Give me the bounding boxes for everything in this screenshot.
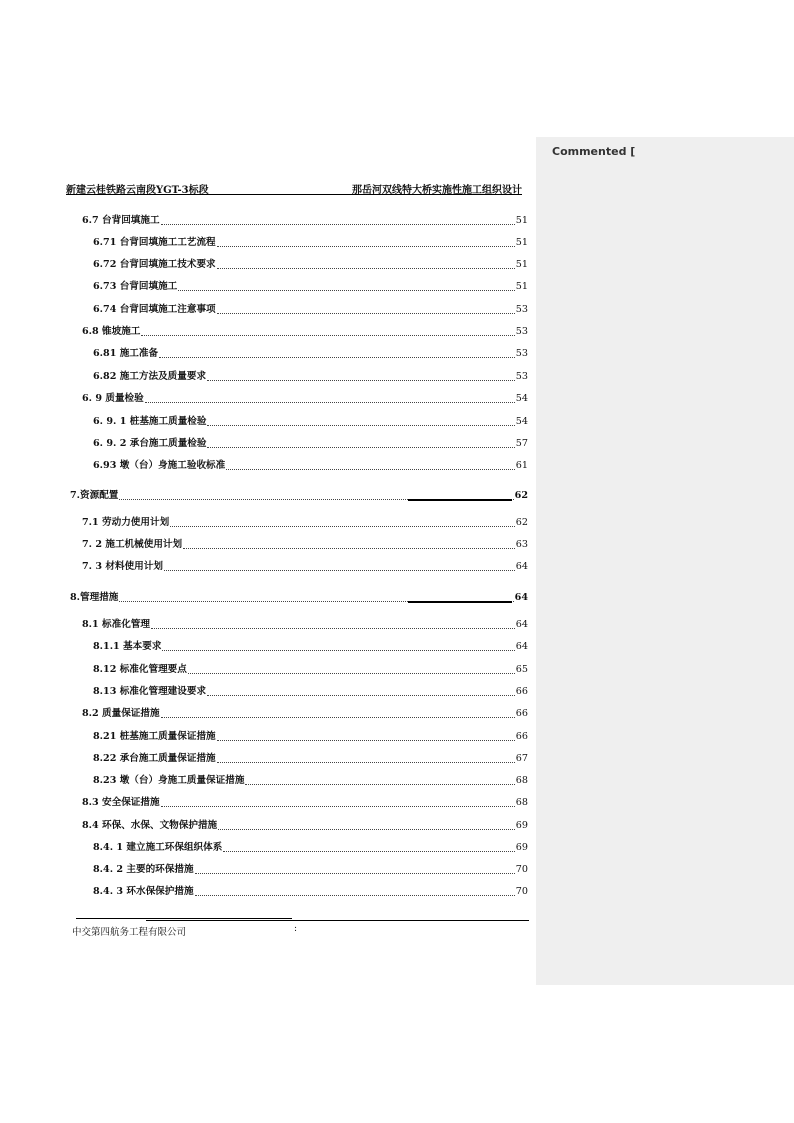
toc-entry-label: 7. 2 施工机械使用计划 (82, 539, 183, 550)
toc-leader-dots (245, 783, 514, 785)
toc-entry-page: 70 (515, 864, 528, 875)
toc-leader-dots (207, 379, 515, 381)
toc-entry[interactable] (82, 708, 528, 720)
toc-leader-dots (207, 446, 514, 448)
toc-entry-page: 68 (515, 797, 528, 808)
toc-entry-page: 64 (514, 592, 528, 603)
toc-entry-label: 7.资源配置 (70, 490, 119, 501)
toc-leader-dots (164, 569, 515, 571)
toc-entry-page: 66 (515, 708, 528, 719)
toc-entry-label: 6.74 台背回填施工注意事项 (93, 304, 216, 315)
toc-entry[interactable] (93, 460, 528, 472)
toc-entry-label: 7.1 劳动力使用计划 (82, 517, 170, 528)
toc-entry-page: 69 (515, 842, 528, 853)
toc-entry-page: 57 (515, 438, 528, 449)
toc-entry-page: 53 (515, 326, 528, 337)
toc-entry-label: 8.1 标准化管理 (82, 619, 150, 630)
toc-entry-label: 6.71 台背回填施工工艺流程 (93, 237, 216, 248)
toc-entry-label: 6. 9. 1 桩基施工质量检验 (93, 416, 207, 427)
toc-entry[interactable] (93, 348, 528, 360)
toc-leader-dots (161, 716, 515, 718)
toc-entry-label: 6.7 台背回填施工 (82, 215, 160, 226)
toc-leader-dots (217, 312, 515, 314)
toc-entry-page: 62 (515, 517, 528, 528)
footer-rule (76, 918, 292, 919)
toc-entry[interactable] (82, 517, 528, 529)
toc-entry-label: 8.21 桩基施工质量保证措施 (93, 731, 216, 742)
toc-entry[interactable] (93, 304, 528, 316)
toc-entry-page: 54 (515, 416, 528, 427)
toc-entry-page: 69 (515, 820, 528, 831)
toc-entry[interactable] (93, 664, 528, 676)
toc-entry-label: 6.81 施工准备 (93, 348, 159, 359)
toc-entry[interactable] (93, 775, 528, 787)
toc-entry-page: 62 (514, 490, 528, 501)
toc-leader-dots (151, 627, 515, 629)
toc-entry-label: 8.22 承台施工质量保证措施 (93, 753, 216, 764)
toc-entry[interactable] (93, 259, 528, 271)
toc-entry-label: 8.3 安全保证措施 (82, 797, 160, 808)
toc-entry-label: 6.8 锥坡施工 (82, 326, 141, 337)
toc-leader-dots (188, 672, 515, 674)
toc-entry-page: 68 (515, 775, 528, 786)
toc-entry-page: 65 (515, 664, 528, 675)
toc-leader-dots (217, 761, 515, 763)
toc-entry-page: 53 (515, 348, 528, 359)
toc-entry[interactable] (82, 619, 528, 631)
toc-entry-label: 8.4. 2 主要的环保措施 (93, 864, 194, 875)
toc-entry-label: 8.管理措施 (70, 592, 119, 603)
toc-entry-label: 6. 9 质量检验 (82, 393, 144, 404)
toc-entry[interactable] (93, 686, 528, 698)
toc-entry-page: 51 (515, 237, 528, 248)
toc-entry-label: 6.72 台背回填施工技术要求 (93, 259, 216, 270)
toc-entry-label: 6.73 台背回填施工 (93, 281, 178, 292)
toc-leader-dots (207, 424, 514, 426)
toc-entry[interactable] (93, 886, 528, 898)
toc-entry-page: 66 (515, 686, 528, 697)
footer-company: 中交第四航务工程有限公司 (72, 927, 187, 938)
toc-chapter-bar (408, 499, 512, 501)
toc-entry-page: 64 (515, 561, 528, 572)
toc-entry[interactable] (93, 371, 528, 383)
toc-leader-dots (162, 649, 514, 651)
toc-entry-page: 63 (515, 539, 528, 550)
toc-leader-dots (217, 245, 515, 247)
toc-entry-page: 70 (515, 886, 528, 897)
toc-entry[interactable] (93, 641, 528, 653)
header-left-title: 新建云桂铁路云南段YGT-3标段 (66, 185, 209, 196)
toc-entry[interactable] (93, 237, 528, 249)
toc-entry[interactable] (82, 797, 528, 809)
toc-entry-label: 8.4. 1 建立施工环保组织体系 (93, 842, 223, 853)
footer-mark: : (294, 924, 298, 934)
toc-leader-dots (183, 547, 515, 549)
toc-leader-dots (161, 223, 515, 225)
toc-leader-dots (161, 805, 515, 807)
toc-entry-label: 8.13 标准化管理建设要求 (93, 686, 207, 697)
toc-entry-label: 6. 9. 2 承台施工质量检验 (93, 438, 207, 449)
toc-entry[interactable] (82, 561, 528, 573)
toc-leader-dots (159, 356, 515, 358)
toc-entry[interactable] (93, 438, 528, 450)
toc-entry[interactable] (82, 820, 528, 832)
comment-label[interactable]: Commented [ (552, 145, 636, 158)
toc-entry-label: 8.4. 3 环水保保护措施 (93, 886, 194, 897)
toc-leader-dots (178, 289, 515, 291)
toc-entry[interactable] (93, 281, 528, 293)
toc-leader-dots (217, 267, 515, 269)
toc-leader-dots (141, 334, 514, 336)
toc-entry-page: 64 (515, 641, 528, 652)
toc-leader-dots (145, 401, 515, 403)
toc-entry[interactable] (82, 326, 528, 338)
toc-entry-page: 51 (515, 281, 528, 292)
toc-entry[interactable] (82, 215, 528, 227)
toc-chapter-bar (408, 601, 512, 603)
toc-leader-dots (170, 525, 515, 527)
toc-entry-label: 8.4 环保、水保、文物保护措施 (82, 820, 218, 831)
toc-entry-page: 54 (515, 393, 528, 404)
toc-leader-dots (226, 468, 515, 470)
toc-entry-page: 53 (515, 304, 528, 315)
toc-leader-dots (218, 828, 515, 830)
toc-entry-page: 53 (515, 371, 528, 382)
page-header (66, 181, 522, 195)
toc-entry-page: 61 (515, 460, 528, 471)
toc-entry-label: 6.93 墩（台）身施工验收标准 (93, 460, 226, 471)
toc-entry[interactable] (93, 731, 528, 743)
toc-entry-page: 66 (515, 731, 528, 742)
toc-entry-label: 8.1.1 基本要求 (93, 641, 162, 652)
toc-entry[interactable] (82, 393, 528, 405)
toc-entry-page: 64 (515, 619, 528, 630)
toc-entry[interactable] (93, 864, 528, 876)
toc-entry[interactable] (93, 416, 528, 428)
toc-leader-dots (195, 894, 515, 896)
toc-entry-label: 7. 3 材料使用计划 (82, 561, 163, 572)
toc-entry-page: 51 (515, 215, 528, 226)
toc-entry[interactable] (93, 753, 528, 765)
toc-leader-dots (217, 739, 515, 741)
toc-leader-dots (223, 850, 514, 852)
toc-entry-page: 67 (515, 753, 528, 764)
toc-entry-label: 8.2 质量保证措施 (82, 708, 160, 719)
toc-leader-dots (207, 694, 515, 696)
toc-entry-label: 6.82 施工方法及质量要求 (93, 371, 207, 382)
toc-entry-label: 8.23 墩（台）身施工质量保证措施 (93, 775, 245, 786)
footer-rule (146, 920, 529, 921)
comment-sidebar (536, 137, 794, 985)
toc-entry-page: 51 (515, 259, 528, 270)
toc-leader-dots (195, 872, 515, 874)
toc-entry[interactable] (82, 539, 528, 551)
toc-entry[interactable] (93, 842, 528, 854)
header-right-title: 那岳河双线特大桥实施性施工组织设计 (352, 185, 522, 196)
toc-entry-label: 8.12 标准化管理要点 (93, 664, 187, 675)
